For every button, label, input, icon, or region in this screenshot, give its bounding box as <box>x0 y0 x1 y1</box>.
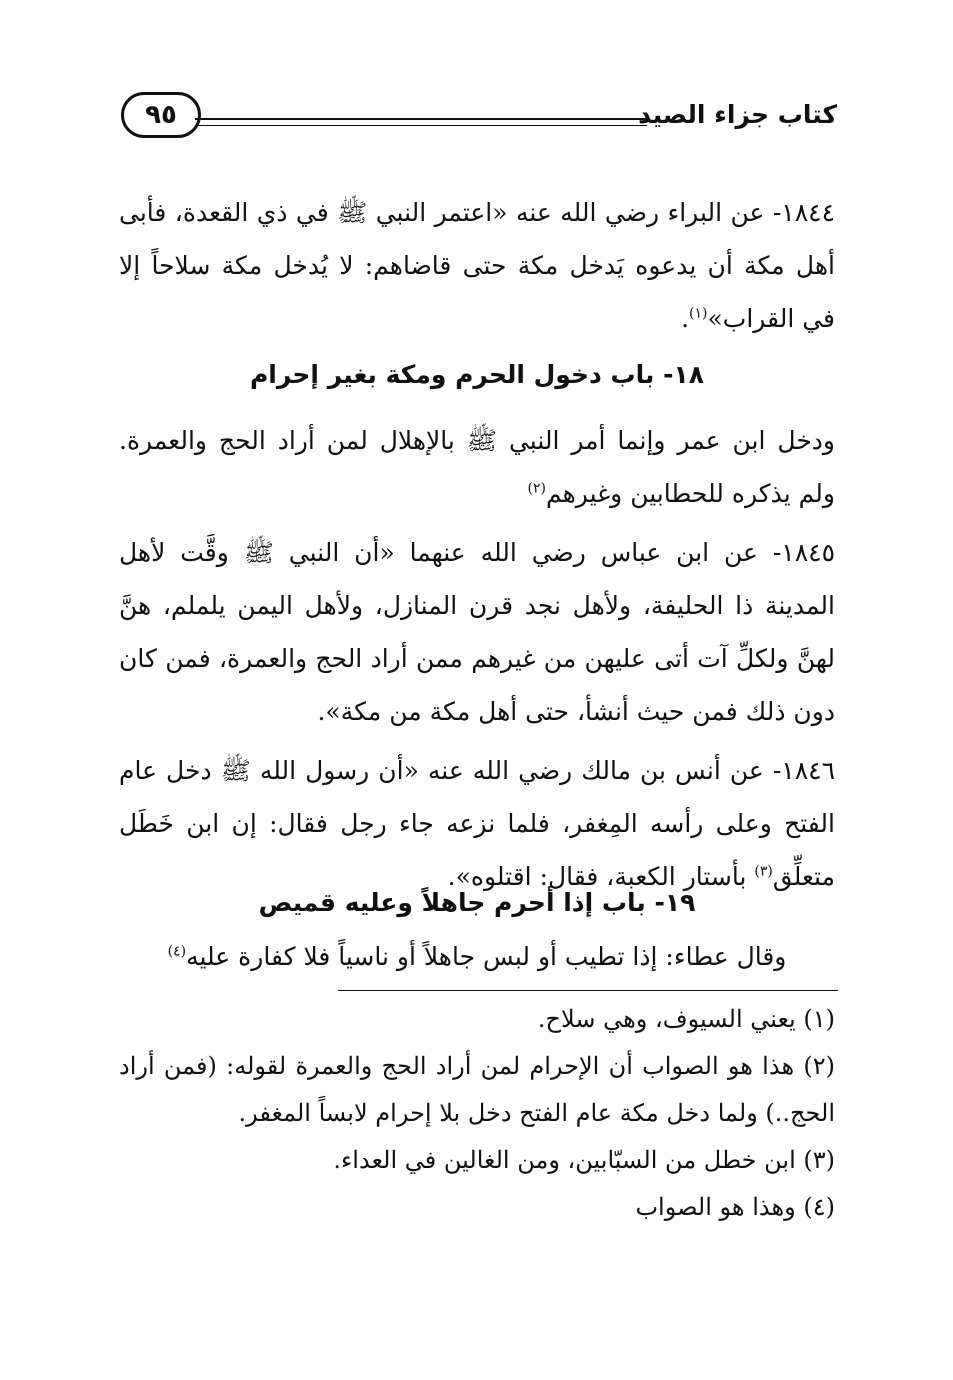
page-number: ٩٥ <box>121 92 201 138</box>
hadith-1846-text-end: بأستار الكعبة، فقال: اقتلوه». <box>447 862 755 891</box>
footnote-3: (٣) ابن خطل من السبّابين، ومن الغالين في العداء. <box>333 1146 835 1174</box>
header-rule-thin <box>195 125 647 126</box>
footnote-ref-1: (١) <box>689 305 708 322</box>
hadith-1844-end: . <box>681 304 690 333</box>
chapter-heading-18: ١٨- باب دخول الحرم ومكة بغير إحرام <box>249 360 705 389</box>
running-title: كتاب جزاء الصيد <box>638 100 837 129</box>
hadith-1844-text: ١٨٤٤- عن البراء رضي الله عنه «اعتمر النبي ﷺ في ذي القعدة، فأبى أهل مكة أن يدعوه يَدخل مكة حتى قاضاهم: لا يُدخل مكة سلاحاً إلا في القراب» <box>119 198 835 333</box>
hadith-1844-block <box>119 186 835 345</box>
hadith-1846-text: ١٨٤٦- عن أنس بن مالك رضي الله عنه «أن رسول الله ﷺ دخل عام الفتح وعلى رأسه المِغفر، فلما نزعه جاء رجل فقال: إن ابن خَطَل متعلِّق <box>119 756 835 891</box>
hadith-1846 <box>119 744 835 903</box>
chapter-18-intro-text: ودخل ابن عمر وإنما أمر النبي ﷺ بالإهلال لمن أراد الحج والعمرة. ولم يذكره للحطابين وغيرهم <box>119 426 835 508</box>
footnote-separator <box>338 990 838 991</box>
footnote-ref-2: (٢) <box>527 480 546 497</box>
footnote-ref-4: (٤) <box>167 943 187 960</box>
chapter-18-body <box>119 414 835 903</box>
chapter-heading-19: ١٩- باب إذا أحرم جاهلاً وعليه قميص <box>258 888 696 917</box>
footnotes <box>119 996 835 1231</box>
footnote-4: (٤) وهذا هو الصواب <box>635 1193 835 1221</box>
footnote-ref-3: (٣) <box>754 863 773 880</box>
footnote-2: (٢) هذا هو الصواب أن الإحرام لمن أراد الحج والعمرة لقوله: (فمن أراد الحج..) ولما دخل مكة عام الفتح دخل بلا إحرام لابساً المغفر. <box>119 1052 835 1127</box>
chapter-19-intro <box>119 930 835 983</box>
chapter-19-body <box>119 930 835 983</box>
chapter-18-intro <box>119 414 835 520</box>
hadith-1844 <box>119 186 835 345</box>
footnote-1: (١) يعني السيوف، وهي سلاح. <box>537 1005 835 1033</box>
header-rule <box>195 118 647 120</box>
chapter-19-intro-text: وقال عطاء: إذا تطيب أو لبس جاهلاً أو ناسياً فلا كفارة عليه <box>186 942 787 971</box>
hadith-1845: ١٨٤٥- عن ابن عباس رضي الله عنهما «أن النبي ﷺ وقَّت لأهل المدينة ذا الحليفة، ولأهل نجد قرن المنازل، ولأهل اليمن يلملم، هنَّ لهنَّ ولكلِّ آت أتى عليهن من غيرهم ممن أراد الحج والعمرة، فمن كان دون ذلك فمن حيث أنشأ، حتى أهل مكة من مكة». <box>119 538 835 726</box>
page-header <box>115 92 837 152</box>
